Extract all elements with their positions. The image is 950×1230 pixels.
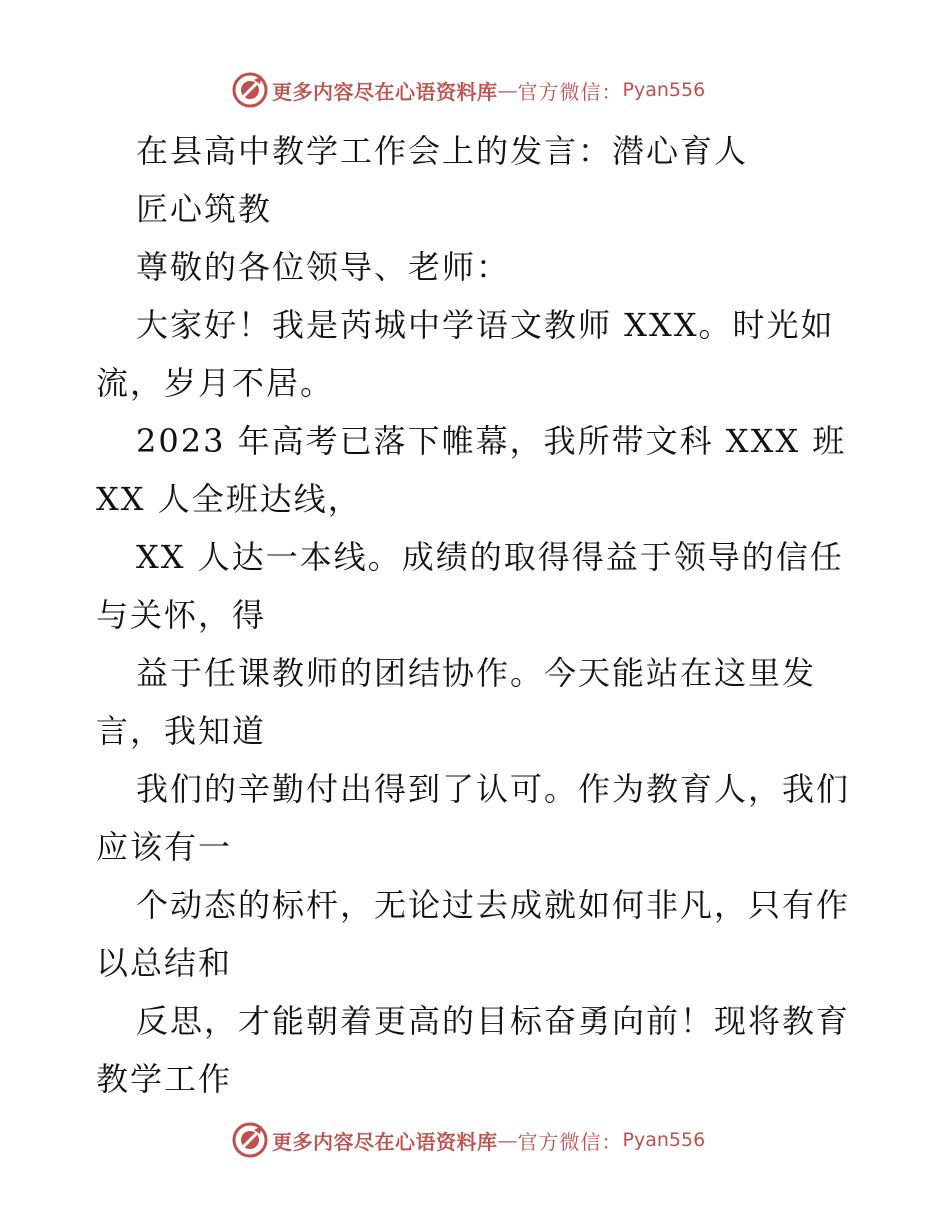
doc-title-line-1: 在县高中教学工作会上的发言：潜心育人 — [136, 132, 749, 170]
doc-line: 与关怀，得 — [96, 596, 267, 634]
doc-line: 反思，才能朝着更高的目标奋勇向前！现将教育 — [136, 1002, 851, 1040]
doc-line: 益于任课教师的团结协作。今天能站在这里发 — [136, 654, 817, 692]
separator: — — [497, 78, 518, 102]
header-banner — [232, 70, 732, 110]
doc-line: 2023 年高考已落下帷幕，我所带文科 XXX 班 — [136, 422, 847, 460]
wechat-handle: Pyan556 — [622, 1129, 706, 1151]
document-body — [96, 122, 866, 1108]
official-wechat-label: 官方微信： — [517, 79, 623, 104]
doc-title-line-2: 匠心筑教 — [136, 190, 273, 228]
footer-banner — [232, 1120, 732, 1160]
seal-logo-icon — [232, 72, 268, 108]
doc-line: 言，我知道 — [96, 712, 267, 750]
official-wechat-label: 官方微信： — [517, 1129, 623, 1154]
doc-line: 教学工作 — [96, 1060, 233, 1098]
doc-line: 个动态的标杆，无论过去成就如何非凡，只有作 — [136, 886, 851, 924]
doc-line: XX 人全班达线， — [96, 480, 362, 518]
doc-line: 应该有一 — [96, 828, 233, 866]
doc-line: 以总结和 — [96, 944, 233, 982]
doc-line: XX 人达一本线。成绩的取得得益于领导的信任 — [136, 538, 844, 576]
wechat-handle: Pyan556 — [622, 79, 706, 101]
doc-line: 我们的辛勤付出得到了认可。作为教育人，我们 — [136, 770, 851, 808]
doc-line: 大家好！我是芮城中学语文教师 XXX。时光如 — [136, 306, 835, 344]
promo-text: 更多内容尽在心语资料库 — [272, 1129, 498, 1154]
doc-line: 流，岁月不居。 — [96, 364, 335, 402]
promo-text: 更多内容尽在心语资料库 — [272, 79, 498, 104]
seal-logo-icon — [232, 1122, 268, 1158]
doc-salutation: 尊敬的各位领导、老师： — [136, 248, 511, 286]
separator: — — [497, 1128, 518, 1152]
